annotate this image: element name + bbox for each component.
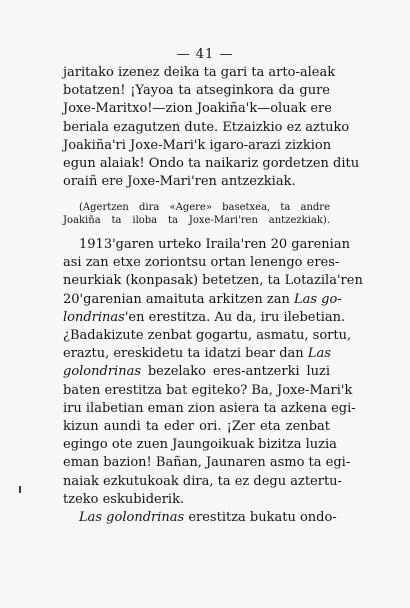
text-line: iru ilabetian eman zion asiera ta azkena egi- bbox=[63, 400, 356, 416]
stage-direction-line: (Agertzen dira «Agere» basetxea, ta andre bbox=[79, 202, 330, 213]
italic-title: Las golondrinas bbox=[79, 510, 185, 526]
text-line: 1913'garen urteko Iraila'ren 20 garenian bbox=[79, 237, 350, 252]
italic-title: Las bbox=[307, 346, 331, 362]
stage-direction-line: Joakiña ta iloba ta Joxe-Mari'ren antzezkiak). bbox=[63, 215, 330, 226]
text-fragment: eraztu, ereskidetu ta idatzi bear dan bbox=[63, 346, 304, 362]
text-line: beriala ezagutzen dute. Etzaizkio ez aztuko bbox=[63, 119, 350, 135]
text-line: Joxe-Maritxo!—zion Joakiña'k—oluak ere bbox=[63, 101, 332, 117]
italic-title: londrinas bbox=[63, 309, 125, 325]
text-fragment: 20'garenian amaituta arkitzen zan bbox=[63, 291, 290, 307]
text-line: oraiñ ere Joxe-Mari'ren antzezkiak. bbox=[63, 174, 296, 190]
text-line: asi zan etxe zoriontsu ortan lenengo eres- bbox=[63, 255, 340, 271]
italic-title: golondrinas bbox=[63, 364, 141, 380]
text-line bbox=[63, 345, 330, 363]
text-line: neurkiak (konpasak) betetzen, ta Lotazila'ren bbox=[63, 273, 363, 289]
text-line: egingo ote zuen Jaungoikuak bizitza luzia bbox=[63, 437, 337, 453]
text-line: londrinas'en erestitza. Au da, iru ilebetian. bbox=[63, 309, 346, 325]
paragraph-2 bbox=[63, 236, 363, 527]
text-line: kizun aundi ta eder ori. ¡Zer eta zenbat bbox=[63, 419, 330, 435]
text-line: ¿Badakizute zenbat gogartu, asmatu, sortu, bbox=[63, 328, 352, 344]
italic-title: Las go- bbox=[293, 291, 342, 307]
stage-direction bbox=[63, 201, 330, 227]
text-line: Las golondrinas erestitza bukatu ondo- bbox=[79, 510, 337, 526]
text-line: golondrinas bezelako eres-antzerki luzi bbox=[63, 364, 330, 380]
text-line: baten erestitza bat egiteko? Ba, Joxe-Mari'k bbox=[63, 382, 353, 398]
text-line: jaritako izenez deika ta gari ta arto-aleak bbox=[63, 65, 336, 80]
text-line: naiak ezkutukoak dira, ta ez degu aztertu- bbox=[63, 473, 342, 489]
margin-mark bbox=[19, 486, 21, 493]
text-line: egun alaiak! Ondo ta naikariz gordetzen ditu bbox=[63, 156, 360, 172]
text-line: Joakiña'ri Joxe-Mari'k igaro-arazi zizkion bbox=[63, 137, 332, 153]
text-line bbox=[63, 291, 342, 309]
text-line: botatzen! ¡Yayoa ta atseginkora da gure bbox=[63, 83, 330, 99]
text-line: tzeko eskubiderik. bbox=[63, 491, 185, 507]
paragraph-1 bbox=[63, 64, 360, 191]
page-number: — 41 — bbox=[176, 47, 234, 62]
text-line: eman bazion! Bañan, Jaunaren asmo ta egi- bbox=[63, 455, 351, 471]
